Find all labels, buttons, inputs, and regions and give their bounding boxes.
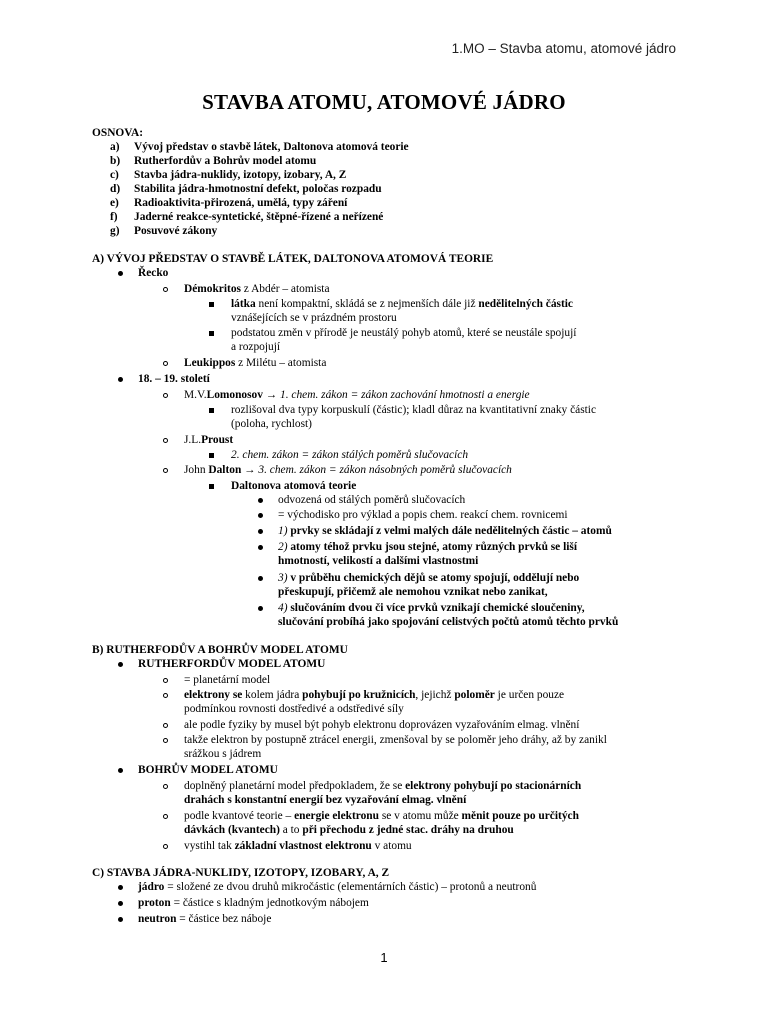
text: doplněný planetární model předpokladem, že se xyxy=(184,780,406,792)
bohr-item xyxy=(184,780,581,793)
text: kolem jádra xyxy=(242,689,303,701)
item-text: atomy téhož prvku jsou stejné, atomy různých prvků se liší xyxy=(287,541,578,553)
leukippos-desc: z Milétu – atomista xyxy=(235,357,327,369)
dalton-theory-item xyxy=(278,602,585,615)
dalton-theory-item xyxy=(278,525,612,538)
bohr-item xyxy=(184,840,412,853)
outline-marker: a) xyxy=(110,141,120,153)
text: v atomu xyxy=(371,840,412,852)
century-label: 18. – 19. století xyxy=(138,373,210,385)
term: základní vlastnost elektronu xyxy=(234,840,372,852)
leukippos-name: Leukippos xyxy=(184,357,236,369)
running-header: 1.MO – Stavba atomu, atomové jádro xyxy=(451,41,676,56)
term: neutron xyxy=(138,913,177,925)
circle-bullet-icon xyxy=(163,393,168,398)
outline-marker: b) xyxy=(110,155,121,167)
circle-bullet-icon xyxy=(163,814,168,819)
page-title: STAVBA ATOMU, ATOMOVÉ JÁDRO xyxy=(202,90,566,114)
term: energie elektronu xyxy=(294,810,379,822)
lomonosov-sub: rozlišoval dva typy korpuskulí (částic); kladl důraz na kvantitativní znaky částic xyxy=(231,404,597,416)
dalton-line xyxy=(184,464,512,477)
section-b-heading: B) RUTHERFODŮV A BOHRŮV MODEL ATOMU xyxy=(92,644,348,656)
leukippos-line xyxy=(184,357,326,370)
bullet-icon xyxy=(258,545,263,550)
dalton-theory-label: Daltonova atomová teorie xyxy=(231,480,357,492)
text: = částice bez náboje xyxy=(176,913,272,925)
outline-item: Stabilita jádra-hmotnostní defekt, poločas rozpadu xyxy=(134,183,382,195)
arrow-icon: → xyxy=(241,464,259,476)
section-c-heading: C) STAVBA JÁDRA-NUKLIDY, IZOTOPY, IZOBARY, A, Z xyxy=(92,867,390,879)
text: a to xyxy=(279,824,303,836)
latka-line-2: vznášejících se v prázdném prostoru xyxy=(231,312,397,324)
bullet-icon xyxy=(118,901,123,906)
circle-bullet-icon xyxy=(163,678,168,683)
bullet-icon xyxy=(258,498,263,503)
dalton-theory-item-cont: přeskupují, přičemž ale nemohou vznikat nebo zanikat, xyxy=(278,586,548,598)
circle-bullet-icon xyxy=(163,361,168,366)
section-a-heading: A) VÝVOJ PŘEDSTAV O STAVBĚ LÁTEK, DALTONOVA ATOMOVÁ TEORIE xyxy=(92,253,494,265)
text: = částice s kladným jednotkovým nábojem xyxy=(170,897,369,909)
dalton-theory-item: odvozená od stálých poměrů slučovacích xyxy=(278,494,466,506)
outline-marker: c) xyxy=(110,169,119,181)
square-bullet-icon xyxy=(209,453,214,458)
proust-name: Proust xyxy=(201,434,234,446)
bohr-item xyxy=(184,810,579,823)
square-bullet-icon xyxy=(209,331,214,336)
term: měnit pouze po určitých xyxy=(461,810,579,822)
term: poloměr xyxy=(454,689,495,701)
bohr-label: BOHRŮV MODEL ATOMU xyxy=(138,764,278,776)
proust-line xyxy=(184,434,233,447)
podstat-line: podstatou změn v přírodě je neustálý pohyb atomů, které se neustále spojují xyxy=(231,327,577,339)
outline-marker: d) xyxy=(110,183,121,195)
democritus-name: Démokritos xyxy=(184,283,241,295)
bullet-icon xyxy=(258,576,263,581)
rutherford-item: takže elektron by postupně ztrácel energii, zmenšoval by se poloměr jeho dráhy, až by zanikl xyxy=(184,734,607,746)
item-text: v průběhu chemických dějů se atomy spojují, oddělují nebo xyxy=(287,572,580,584)
podstat-line-2: a rozpojují xyxy=(231,341,281,353)
bullet-icon xyxy=(118,271,123,276)
outline-marker: g) xyxy=(110,225,120,237)
term: elektrony pohybují po stacionárních xyxy=(405,780,582,792)
lomonosov-name: Lomonosov xyxy=(206,389,263,401)
bullet-icon xyxy=(258,529,263,534)
item-number: 2) xyxy=(278,541,288,553)
rutherford-item-cont: srážkou s jádrem xyxy=(184,748,262,760)
item-number: 3) xyxy=(278,572,288,584)
latka-text: není kompaktní, skládá se z nejmenších dále již xyxy=(255,298,479,310)
proton-item xyxy=(138,897,369,910)
lomonosov-initials: M.V. xyxy=(184,389,207,401)
rutherford-item-cont: podmínkou rovnosti dostředivé a odstředivé síly xyxy=(184,703,404,715)
dalton-law: 3. chem. zákon = zákon násobných poměrů slučovacích xyxy=(258,464,512,476)
circle-bullet-icon xyxy=(163,287,168,292)
latka-line xyxy=(231,298,573,311)
outline-marker: e) xyxy=(110,197,119,209)
nucleus-item xyxy=(138,881,536,894)
term: dávkách (kvantech) xyxy=(184,824,280,836)
latka-term-2: nedělitelných částic xyxy=(478,298,573,310)
bullet-icon xyxy=(118,377,123,382)
outline-item: Rutherfordův a Bohrův model atomu xyxy=(134,155,317,167)
item-number: 4) xyxy=(278,602,288,614)
dalton-theory-item xyxy=(278,541,577,554)
text: podle kvantové teorie – xyxy=(184,810,295,822)
term: pohybují po kružnicích xyxy=(302,689,416,701)
outline-item: Stavba jádra-nuklidy, izotopy, izobary, A, Z xyxy=(134,169,347,181)
text: je určen pouze xyxy=(494,689,565,701)
bohr-item-cont: drahách s konstantní energií bez vyzařování elmag. vlnění xyxy=(184,794,467,806)
outline-item: Vývoj představ o stavbě látek, Daltonova atomová teorie xyxy=(134,141,409,153)
democritus-line xyxy=(184,283,330,296)
circle-bullet-icon xyxy=(163,438,168,443)
dalton-theory-item-cont: slučování probíhá jako spojování celistvých počtů atomů těchto prvků xyxy=(278,616,619,628)
dalton-theory-item-cont: hmotností, velikostí a dalšími vlastnostmi xyxy=(278,555,479,567)
bullet-icon xyxy=(118,885,123,890)
outline-marker: f) xyxy=(110,211,118,223)
text: vystihl tak xyxy=(184,840,235,852)
recko-label: Řecko xyxy=(138,267,169,279)
bohr-item-cont xyxy=(184,824,514,837)
lomonosov-law: 1. chem. zákon = zákon zachování hmotnosti a energie xyxy=(280,389,530,401)
bullet-icon xyxy=(118,662,123,667)
circle-bullet-icon xyxy=(163,784,168,789)
neutron-item xyxy=(138,913,271,926)
dalton-name: Dalton xyxy=(208,464,242,476)
bullet-icon xyxy=(258,513,263,518)
bullet-icon xyxy=(118,917,123,922)
square-bullet-icon xyxy=(209,484,214,489)
circle-bullet-icon xyxy=(163,468,168,473)
bullet-icon xyxy=(258,606,263,611)
term: při přechodu z jedné stac. dráhy na druhou xyxy=(302,824,514,836)
dalton-theory-item: = východisko pro výklad a popis chem. reakcí chem. rovnicemi xyxy=(278,509,568,521)
rutherford-item: = planetární model xyxy=(184,674,271,686)
dalton-first: John xyxy=(184,464,209,476)
text: , jejichž xyxy=(415,689,455,701)
proust-initials: J.L. xyxy=(184,434,202,446)
rutherford-item xyxy=(184,689,564,702)
latka-term: látka xyxy=(231,298,256,310)
circle-bullet-icon xyxy=(163,723,168,728)
text: se v atomu může xyxy=(378,810,462,822)
rutherford-item: ale podle fyziky by musel být pohyb elektronu doprovázen vyzařováním elmag. vlnění xyxy=(184,719,580,731)
item-text: slučováním dvou či více prvků vznikají chemické sloučeniny, xyxy=(287,602,585,614)
term: elektrony se xyxy=(184,689,243,701)
arrow-icon: → xyxy=(262,389,281,401)
lomonosov-sub-2: (poloha, rychlost) xyxy=(231,418,312,430)
item-number: 1) xyxy=(278,525,288,537)
square-bullet-icon xyxy=(209,302,214,307)
outline-label: OSNOVA: xyxy=(92,127,144,139)
dalton-theory-item xyxy=(278,572,579,585)
page-number: 1 xyxy=(380,950,388,965)
term: jádro xyxy=(138,881,165,893)
bullet-icon xyxy=(118,768,123,773)
circle-bullet-icon xyxy=(163,693,168,698)
rutherford-label: RUTHERFORDŮV MODEL ATOMU xyxy=(138,658,326,670)
outline-item: Jaderné reakce-syntetické, štěpné-řízené a neřízené xyxy=(134,211,384,223)
item-text: prvky se skládají z velmi malých dále nedělitelných částic – atomů xyxy=(287,525,612,537)
circle-bullet-icon xyxy=(163,738,168,743)
term: proton xyxy=(138,897,171,909)
lomonosov-line xyxy=(184,389,530,402)
text: = složené ze dvou druhů mikročástic (elementárních částic) – protonů a neutronů xyxy=(164,881,537,893)
outline-item: Posuvové zákony xyxy=(134,225,218,237)
square-bullet-icon xyxy=(209,408,214,413)
outline-item: Radioaktivita-přirozená, umělá, typy záření xyxy=(134,197,348,209)
democritus-desc: z Abdér – atomista xyxy=(240,283,330,295)
circle-bullet-icon xyxy=(163,844,168,849)
proust-law: 2. chem. zákon = zákon stálých poměrů slučovacích xyxy=(231,449,469,461)
